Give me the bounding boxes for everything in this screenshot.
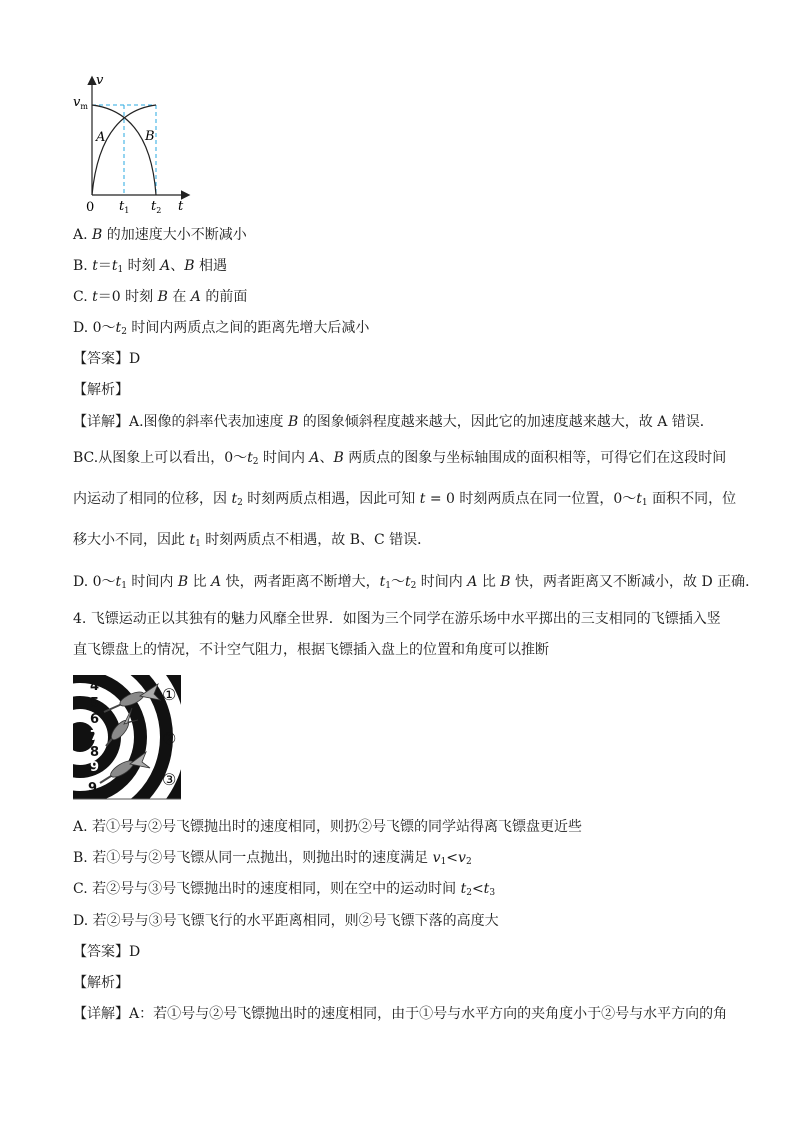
q3-answer: 【答案】D <box>73 351 141 367</box>
q3-option-a: A. B 的加速度大小不断减小 <box>73 227 247 243</box>
q4-option-a: A. 若①号与②号飞镖抛出时的速度相同，则扔②号飞镖的同学站得离飞镖盘更近些 <box>73 819 583 835</box>
velocity-time-graph <box>70 70 200 220</box>
q3-detail-line-5: D. $0\sim t_1$ 时间内 B 比 A 快，两者距离不断增大，$t_1\sim t_2$ 时间内 A 比 B 快，两者距离又不断减小，故 D 正确． <box>73 574 760 591</box>
board-number-5: 5 <box>90 696 100 711</box>
v-label: v <box>96 73 104 88</box>
curve-a-label: A <box>96 130 106 145</box>
q3-detail-line-4: 移大小不同，因此 $t_1$ 时刻两质点不相遇，故 B、C 错误． <box>73 532 432 549</box>
q4-stem-line-2: 直飞镖盘上的情况，不计空气阻力，根据飞镖插入盘上的位置和角度可以推断 <box>73 642 549 658</box>
q3-detail-line-1: 【详解】A.图像的斜率代表加速度 B 的图象倾斜程度越来越大，因此它的加速度越来越大，故 A 错误． <box>73 414 714 430</box>
dartboard-figure <box>70 672 185 802</box>
curve-b-label: B <box>145 129 155 144</box>
dart-label-2: ② <box>162 729 177 748</box>
q3-option-b: B. $t=t_1$ 时刻 A、B 相遇 <box>73 258 227 275</box>
q4-detail-line-1: 【详解】A：若①号与②号飞镖抛出时的速度相同，由于①号与水平方向的夹角度小于②号与水平方向的角 <box>73 1006 728 1022</box>
q3-option-d: D. $0\sim t_2$ 时间内两质点之间的距离先增大后减小 <box>73 320 370 337</box>
q3-analysis-label: 【解析】 <box>73 382 129 398</box>
board-number-9b: 9 <box>88 781 98 796</box>
q4-option-b: B. 若①号与②号飞镖从同一点抛出，则抛出时的速度满足 $v_1<v_2$ <box>73 850 472 867</box>
q4-analysis-label: 【解析】 <box>73 975 129 991</box>
dart-label-3: ③ <box>162 770 177 789</box>
t1-label: $t_1$ <box>119 199 130 215</box>
board-number-8: 8 <box>90 745 100 760</box>
origin-label: 0 <box>86 200 95 215</box>
t2-label: $t_2$ <box>151 199 162 215</box>
board-number-7: 7 <box>90 729 100 744</box>
q4-stem-line-1: 4. 飞镖运动正以其独有的魅力风靡全世界．如图为三个同学在游乐场中水平掷出的三支相同的飞镖插入竖 <box>73 611 721 627</box>
vm-label: $v_m$ <box>73 95 88 111</box>
board-number-6: 6 <box>90 712 100 727</box>
dart-label-1: ① <box>162 685 177 704</box>
q4-answer: 【答案】D <box>73 944 141 960</box>
q4-option-c: C. 若②号与③号飞镖抛出时的速度相同，则在空中的运动时间 $t_2<t_3$ <box>73 881 496 898</box>
q3-detail-line-2: BC.从图象上可以看出，$0\sim t_2$ 时间内 A、B 两质点的图象与坐标轴围成的面积相等，可得它们在这段时间 <box>73 450 727 467</box>
board-number-9a: 9 <box>90 760 100 775</box>
q3-option-c: C. t＝0 时刻 B 在 A 的前面 <box>73 289 248 305</box>
q3-detail-line-3: 内运动了相同的位移，因 $t_2$ 时刻两质点相遇，因此可知 t = 0 时刻两质点在同一位置，$0\sim t_1$ 面积不同，位 <box>73 491 737 508</box>
t-axis-label: t <box>178 199 184 214</box>
q4-option-d: D. 若②号与③号飞镖飞行的水平距离相同，则②号飞镖下落的高度大 <box>73 913 499 929</box>
board-number-4: 4 <box>90 679 100 694</box>
